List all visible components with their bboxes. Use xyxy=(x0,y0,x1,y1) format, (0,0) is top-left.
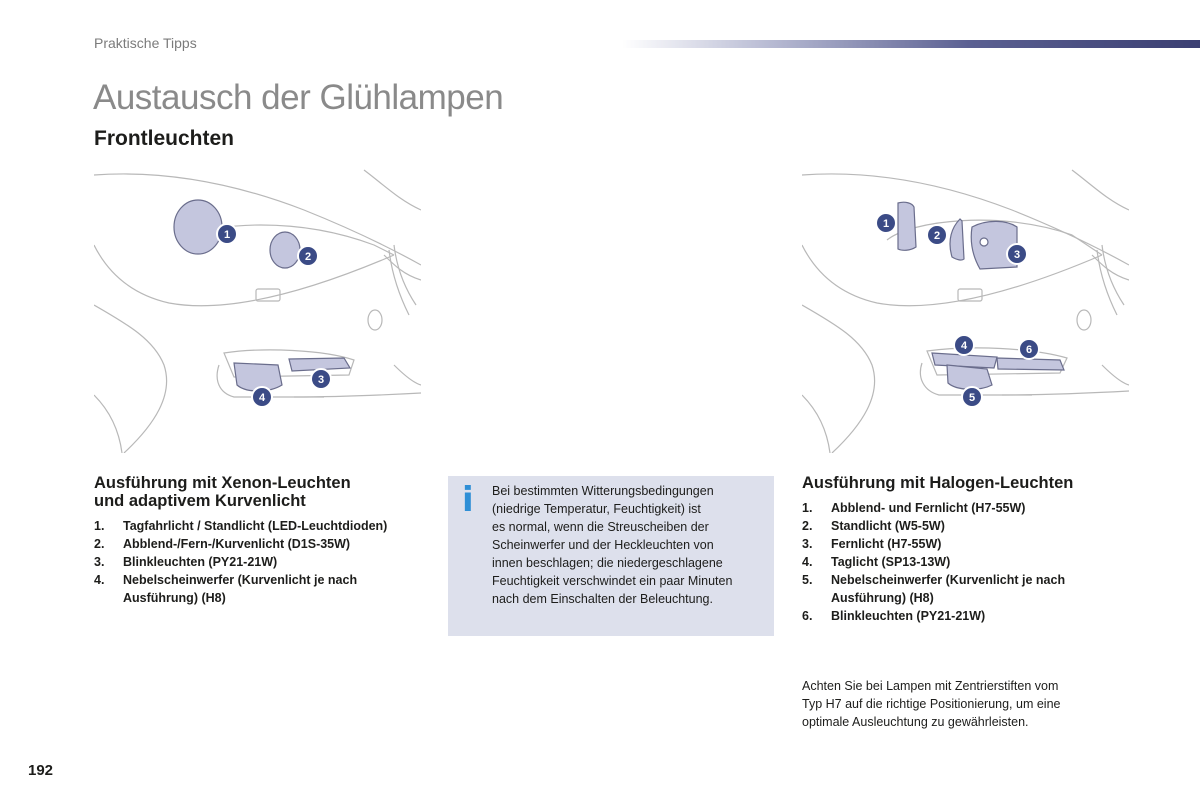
list-item: 2. Abblend-/Fern-/Kurvenlicht (D1S-35W) xyxy=(94,537,351,551)
header-label: Praktische Tipps xyxy=(94,35,197,51)
info-icon: i xyxy=(462,480,474,520)
info-box xyxy=(448,476,774,636)
svg-text:1: 1 xyxy=(882,218,890,230)
halogen-section xyxy=(802,474,1132,625)
svg-text:1: 1 xyxy=(223,229,231,241)
h7-note: Achten Sie bei Lampen mit Zentrierstiften vom Typ H7 auf die richtige Positionierung, um eine optimale Ausleuchtung zu gewährleisten. xyxy=(802,679,1061,729)
xenon-heading-line1: Ausführung mit Xenon-Leuchten xyxy=(94,474,351,492)
xenon-headlight-illustration xyxy=(94,165,421,453)
xenon-callout-1 xyxy=(217,224,237,244)
header-accent-bar xyxy=(622,40,1200,48)
svg-text:5: 5 xyxy=(968,392,976,404)
list-item: 1. Tagfahrlicht / Standlicht (LED-Leuchtdioden) xyxy=(94,519,388,533)
section-title: Frontleuchten xyxy=(94,127,234,150)
xenon-section xyxy=(94,474,434,607)
list-item: 5. Nebelscheinwerfer (Kurvenlicht je nach Ausführung) (H8) xyxy=(802,573,1066,605)
xenon-callout-3 xyxy=(311,369,331,389)
list-item: 4. Nebelscheinwerfer (Kurvenlicht je nach Ausführung) (H8) xyxy=(94,573,358,605)
svg-text:2: 2 xyxy=(304,251,312,263)
list-item: 4. Taglicht (SP13-13W) xyxy=(802,555,951,569)
page-title: Austausch der Glühlampen xyxy=(93,78,504,117)
xenon-callout-4 xyxy=(252,387,272,407)
halogen-callout-2 xyxy=(927,225,947,245)
info-text: Bei bestimmten Witterungsbedingungen (niedrige Temperatur, Feuchtigkeit) ist es normal, wenn die Streuscheiben der Scheinwerfer und der Heckleuchten von innen beschlagen; die niedergeschlagene Feuchtigkeit verschwindet ein paar Minuten nach dem Einschalten der Beleuchtung. xyxy=(492,484,733,606)
list-item: 6. Blinkleuchten (PY21-21W) xyxy=(802,609,986,623)
svg-text:6: 6 xyxy=(1025,344,1033,356)
svg-text:3: 3 xyxy=(1013,249,1021,261)
xenon-heading xyxy=(94,474,434,510)
halogen-bulb-list xyxy=(802,499,1132,625)
xenon-bulb-list xyxy=(94,517,434,607)
xenon-callout-2 xyxy=(298,246,318,266)
list-item: 1. Abblend- und Fernlicht (H7-55W) xyxy=(802,501,1026,515)
svg-text:4: 4 xyxy=(258,392,266,404)
xenon-heading-line2: und adaptivem Kurvenlicht xyxy=(94,492,306,510)
list-item: 2. Standlicht (W5-5W) xyxy=(802,519,945,533)
svg-text:4: 4 xyxy=(960,340,968,352)
halogen-callout-3 xyxy=(1007,244,1027,264)
halogen-heading: Ausführung mit Halogen-Leuchten xyxy=(802,474,1074,492)
page-number: 192 xyxy=(28,762,54,779)
halogen-callout-4 xyxy=(954,335,974,355)
svg-text:3: 3 xyxy=(317,374,325,386)
svg-text:2: 2 xyxy=(933,230,941,242)
halogen-callout-1 xyxy=(876,213,896,233)
halogen-headlight-illustration xyxy=(802,165,1129,453)
list-item: 3. Blinkleuchten (PY21-21W) xyxy=(94,555,278,569)
halogen-callout-6 xyxy=(1019,339,1039,359)
halogen-callout-5 xyxy=(962,387,982,407)
list-item: 3. Fernlicht (H7-55W) xyxy=(802,537,942,551)
